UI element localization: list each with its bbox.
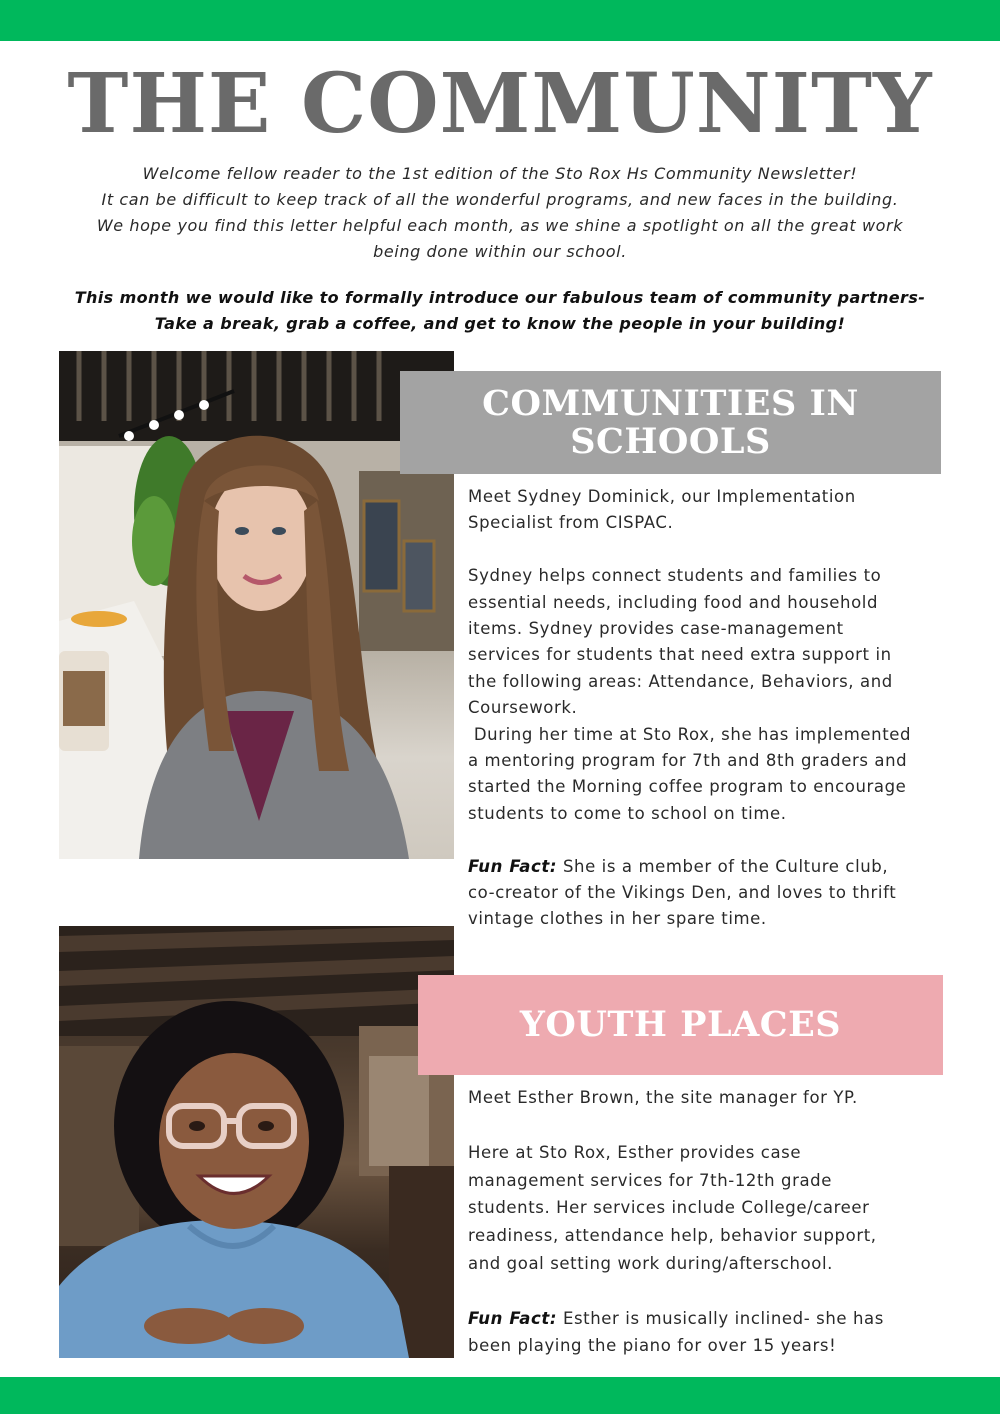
intro-highlight <box>30 285 970 337</box>
intro-text <box>40 161 960 265</box>
bio-line: Specialist from CISPAC. <box>468 513 674 533</box>
fun-fact <box>468 1305 958 1333</box>
communities-in-schools-banner <box>400 371 941 474</box>
bio-line: Coursework. <box>468 698 578 718</box>
intro-line: It can be difficult to keep track of all the wonderful programs, and new faces in the building. <box>101 190 899 209</box>
fun-fact-text: She is a member of the Culture club, <box>557 856 889 876</box>
bio-line: essential needs, including food and household <box>468 592 879 612</box>
bio-line: vintage clothes in her spare time. <box>468 909 767 929</box>
section-heading <box>520 1006 841 1044</box>
page-title: THE COMMUNITY <box>67 56 933 152</box>
bio-line: started the Morning coffee program to encourage <box>468 777 907 797</box>
bio-line: services for students that need extra support in <box>468 645 892 665</box>
bio-line: During her time at Sto Rox, she has implemented <box>468 724 912 744</box>
fun-fact-label: Fun Fact: <box>468 856 558 876</box>
bio-line: the following areas: Attendance, Behaviors, and <box>468 671 893 691</box>
section-heading <box>482 382 859 462</box>
esther-bio <box>468 1084 958 1360</box>
bio-line: students to come to school on time. <box>468 803 787 823</box>
bio-line: readiness, attendance help, behavior support, <box>468 1225 877 1245</box>
intro-line: being done within our school. <box>373 242 627 261</box>
bio-line: Here at Sto Rox, Esther provides case <box>468 1143 802 1163</box>
intro-line: Welcome fellow reader to the 1st edition of the Sto Rox Hs Community Newsletter! <box>142 164 858 183</box>
fun-fact-text: Esther is musically inclined- she has <box>557 1308 884 1328</box>
bottom-accent-bar <box>0 1377 1000 1414</box>
youth-places-banner <box>418 975 943 1075</box>
bio-line: items. Sydney provides case-management <box>468 619 844 639</box>
intro-bold-line: This month we would like to formally introduce our fabulous team of community partners- <box>74 288 926 307</box>
bio-line: been playing the piano for over 15 years! <box>468 1336 837 1356</box>
sydney-bio <box>468 484 958 933</box>
bio-line: Meet Sydney Dominick, our Implementation <box>468 487 856 506</box>
heading-line: YOUTH PLACES <box>519 1004 842 1045</box>
fun-fact-label: Fun Fact: <box>468 1308 558 1328</box>
heading-line: SCHOOLS <box>570 420 771 462</box>
sydney-photo <box>59 351 454 859</box>
intro-line: We hope you find this letter helpful each month, as we shine a spotlight on all the great work <box>96 216 904 235</box>
bio-line: Sydney helps connect students and families to <box>468 566 882 586</box>
bio-line: a mentoring program for 7th and 8th graders and <box>468 751 908 771</box>
heading-line: COMMUNITIES IN <box>482 382 859 424</box>
intro-bold-line: Take a break, grab a coffee, and get to know the people in your building! <box>154 314 846 333</box>
bio-line: management services for 7th-12th grade <box>468 1170 832 1190</box>
bio-line: and goal setting work during/afterschool. <box>468 1253 833 1273</box>
top-accent-bar <box>0 0 1000 41</box>
bio-line: co-creator of the Vikings Den, and loves to thrift <box>468 883 897 903</box>
fun-fact <box>468 854 958 880</box>
bio-line: students. Her services include College/career <box>468 1198 870 1218</box>
bio-line: Meet Esther Brown, the site manager for YP. <box>468 1088 858 1107</box>
esther-photo <box>59 926 454 1358</box>
